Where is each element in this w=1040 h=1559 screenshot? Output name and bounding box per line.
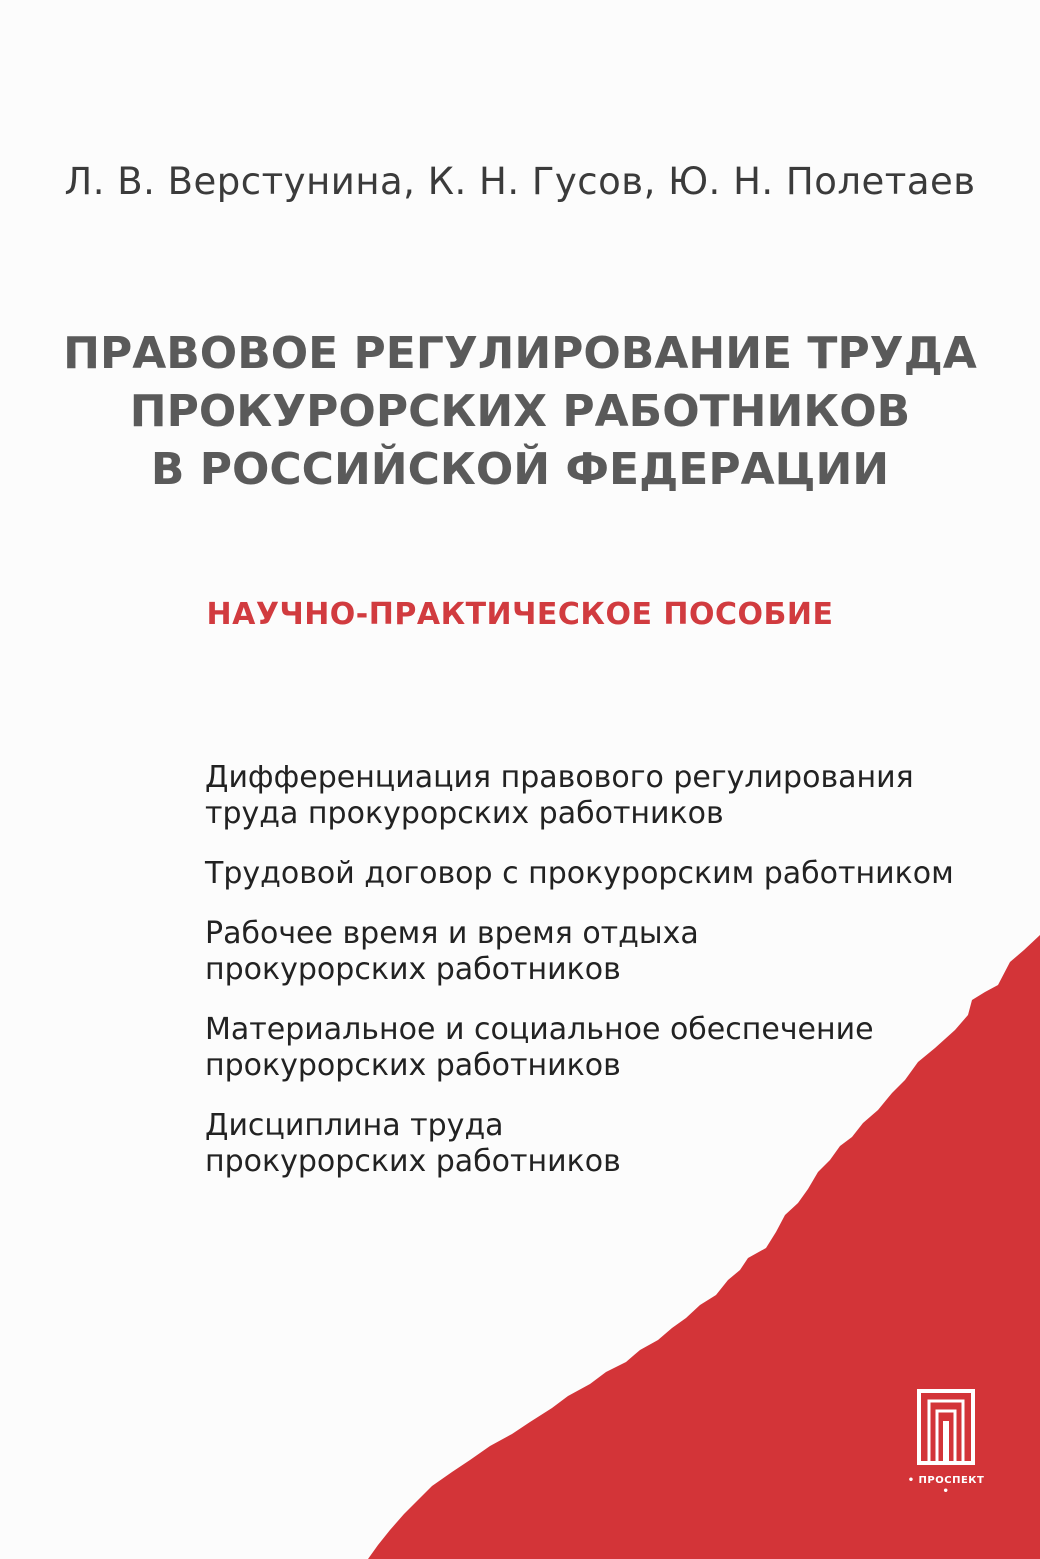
publisher-logo — [905, 1377, 987, 1497]
title-line: В РОССИЙСКОЙ ФЕДЕРАЦИИ — [150, 444, 890, 495]
topic-item — [205, 916, 1005, 988]
topic-item — [205, 1108, 1005, 1180]
topic-item — [205, 856, 1005, 892]
topic-line: Трудовой договор с прокурорским работником — [205, 856, 954, 891]
topic-item — [205, 1012, 1005, 1084]
authors: Л. В. Верстунина, К. Н. Гусов, Ю. Н. Полетаев — [64, 160, 976, 203]
topic-line: Рабочее время и время отдыха — [205, 916, 699, 951]
topic-line: труда прокурорских работников — [205, 796, 724, 831]
topic-line: Материальное и социальное обеспечение — [205, 1012, 874, 1047]
topic-line: прокурорских работников — [205, 952, 621, 987]
topic-line: Дисциплина труда — [205, 1108, 504, 1143]
book-title — [0, 325, 1040, 499]
publisher-name: • ПРОСПЕКТ • — [907, 1475, 985, 1497]
book-subtitle: НАУЧНО-ПРАКТИЧЕСКОЕ ПОСОБИЕ — [206, 597, 834, 632]
topic-line: прокурорских работников — [205, 1048, 621, 1083]
title-line: ПРОКУРОРСКИХ РАБОТНИКОВ — [129, 386, 911, 437]
publisher-building-logo-icon — [905, 1377, 987, 1473]
topics-list — [205, 760, 1005, 1204]
topic-item — [205, 760, 1005, 832]
topic-line: прокурорских работников — [205, 1144, 621, 1179]
title-line: ПРАВОВОЕ РЕГУЛИРОВАНИЕ ТРУДА — [63, 328, 977, 379]
topic-line: Дифференциация правового регулирования — [205, 760, 914, 795]
